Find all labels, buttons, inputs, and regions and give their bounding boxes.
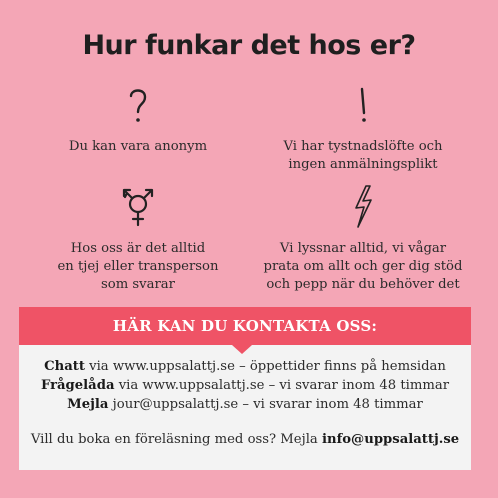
question-mark-icon: [18, 82, 258, 130]
feature-anonymous: [18, 82, 258, 156]
feature-confidentiality: [243, 82, 483, 174]
booking-text: Vill du boka en föreläsning med oss? Mejla: [30, 432, 322, 447]
contact-text: via www.uppsalattj.se – vi svarar inom 48 timmar: [114, 378, 450, 393]
transgender-symbol-icon: [18, 182, 258, 230]
contact-label: Chatt: [44, 359, 85, 374]
contact-email: [19, 395, 471, 414]
contact-text: jour@uppsalattj.se – vi svarar inom 48 timmar: [108, 397, 423, 412]
feature-who-answers: [18, 182, 258, 294]
feature-text: Vi har tystnadslöfte och ingen anmälningsplikt: [283, 139, 443, 172]
feature-text: Hos oss är det alltid en tjej eller transperson som svarar: [57, 241, 219, 292]
booking-line: [19, 431, 471, 449]
page-title: Hur funkar det hos er?: [82, 30, 416, 61]
feature-text: Vi lyssnar alltid, vi vågar prata om allt och ger dig stöd och pepp när du behöver det: [263, 241, 463, 292]
lightning-bolt-icon: [243, 182, 483, 230]
banner-pointer: [232, 345, 252, 354]
feature-support: [243, 182, 483, 294]
contact-text: via www.uppsalattj.se – öppettider finns på hemsidan: [84, 359, 446, 374]
contact-chat: [19, 357, 471, 376]
feature-text: Du kan vara anonym: [68, 139, 208, 154]
contact-label: Frågelåda: [40, 378, 115, 393]
contact-list: [19, 357, 471, 414]
contact-question-box: [19, 376, 471, 395]
exclamation-mark-icon: [243, 82, 483, 130]
contact-label: Mejla: [67, 397, 109, 412]
contact-heading: HÄR KAN DU KONTAKTA OSS:: [112, 317, 378, 335]
booking-email[interactable]: info@uppsalattj.se: [321, 432, 460, 447]
